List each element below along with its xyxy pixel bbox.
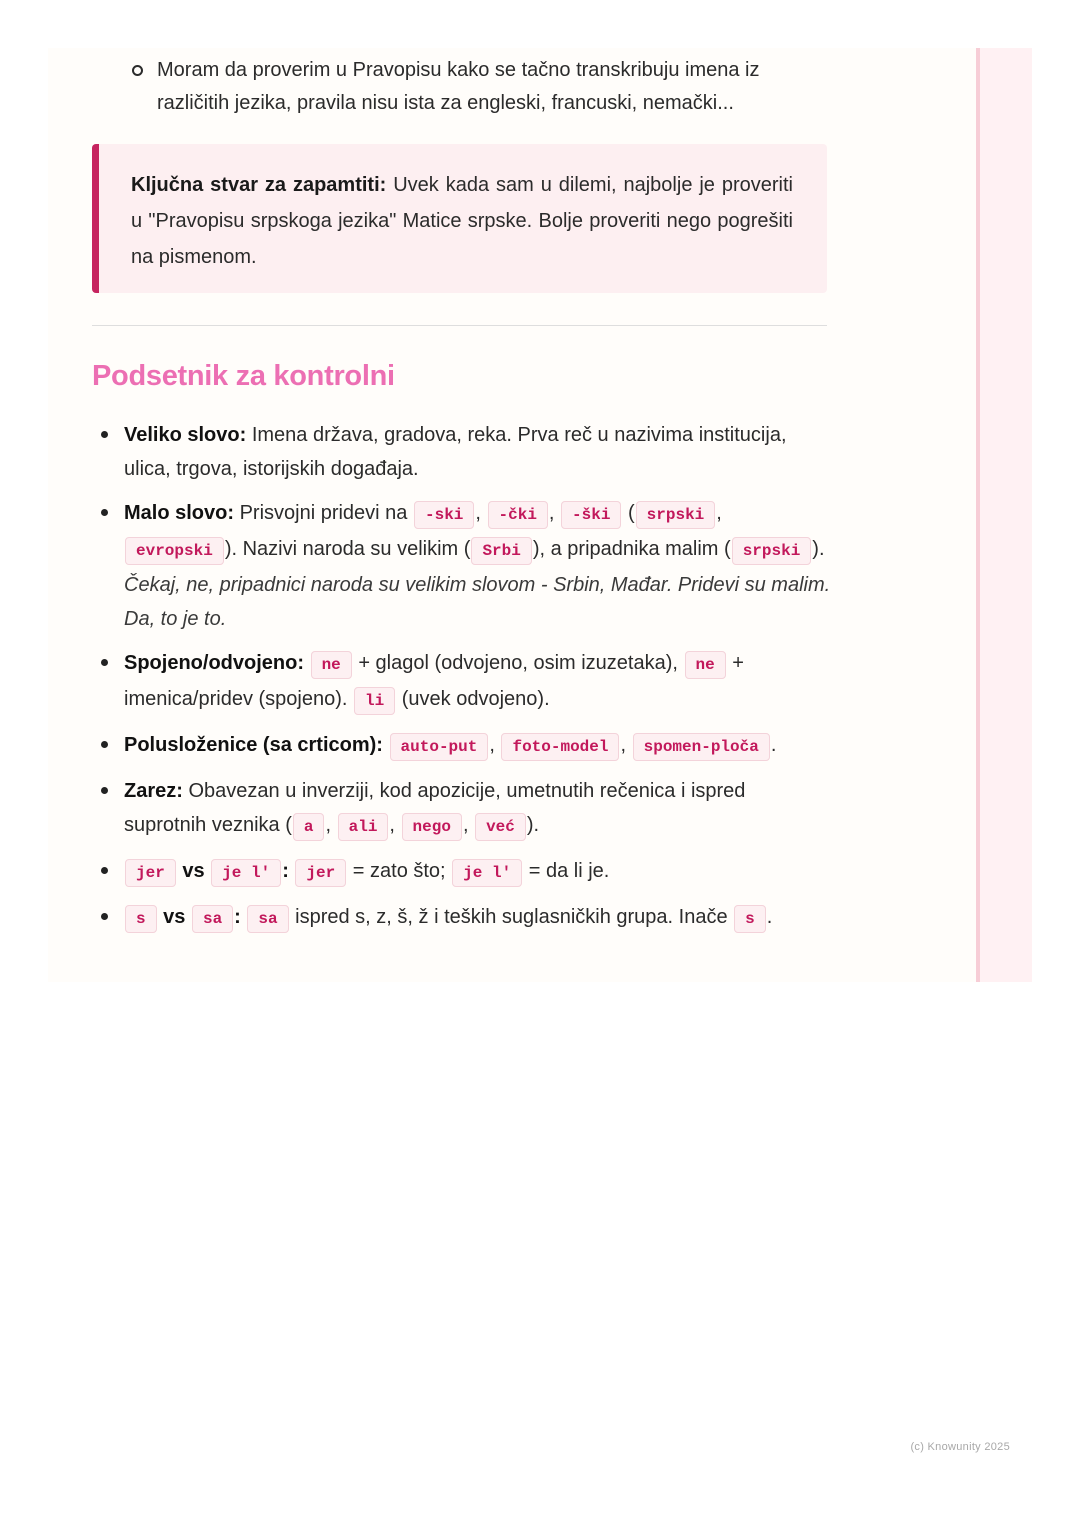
list-item-s-sa: s vs sa : sa ispred s, z, š, ž i teških suglasničkih grupa. Inače s . — [92, 900, 832, 936]
code-tag: sa — [192, 905, 233, 933]
divider — [92, 325, 827, 326]
copyright-footer: (c) Knowunity 2025 — [910, 1441, 1010, 1453]
code-tag: nego — [402, 813, 462, 841]
code-tag: foto-model — [501, 733, 619, 761]
sub-list — [132, 54, 812, 120]
sub-list-item: Moram da proverim u Pravopisu kako se tačno transkribuju imena iz različitih jezika, pravila nisu ista za engleski, francuski, nemački... — [132, 54, 812, 120]
code-tag: sa — [247, 905, 288, 933]
list-item-zarez: Zarez: Obavezan u inverziji, kod apozicije, umetnutih rečenica i ispred suprotnih veznika ( a , ali , nego , već ). — [92, 774, 832, 844]
code-tag: -ški — [561, 501, 621, 529]
code-tag: -ski — [414, 501, 474, 529]
reminder-list — [92, 418, 832, 946]
italic-note: Čekaj, ne, pripadnici naroda su velikim slovom - Srbin, Mađar. Pridevi su malim. Da, to je to. — [124, 574, 831, 630]
code-tag: ne — [685, 651, 726, 679]
key-callout — [92, 144, 827, 293]
code-tag: već — [475, 813, 526, 841]
code-tag: jer — [125, 859, 176, 887]
code-tag: s — [125, 905, 157, 933]
code-tag: je l' — [452, 859, 522, 887]
code-tag: auto-put — [390, 733, 489, 761]
list-item-spojeno-odvojeno: Spojeno/odvojeno: ne + glagol (odvojeno, osim izuzetaka), ne + imenica/pridev (spojeno). li (uvek odvojeno). — [92, 646, 832, 718]
code-tag: ali — [338, 813, 389, 841]
code-tag: jer — [295, 859, 346, 887]
code-tag: srpski — [636, 501, 716, 529]
side-strip — [976, 48, 1032, 982]
list-item-polusloženice: Polusloženice (sa crticom): auto-put , foto-model , spomen-ploča . — [92, 728, 832, 764]
callout-text: Uvek kada sam u dilemi, najbolje je proveriti u "Pravopisu srpskoga jezika" Matice srpske. Bolje proveriti nego pogrešiti na pismenom. — [131, 174, 793, 268]
code-tag: evropski — [125, 537, 224, 565]
list-item-malo-slovo: Malo slovo: Prisvojni pridevi na -ski , -čki , -ški ( srpski , evropski ). Nazivi naroda su velikim ( Srbi ), a pripadnika malim ( srpski ). Čekaj, ne, pripadnici naroda su velikim slovom - Srbin, Mađar. Pridevi su malim. Da, to je to. — [92, 496, 832, 636]
code-tag: srpski — [732, 537, 812, 565]
callout-label: Ključna stvar za zapamtiti: — [131, 174, 387, 196]
code-tag: Srbi — [471, 537, 531, 565]
code-tag: a — [293, 813, 325, 841]
code-tag: -čki — [488, 501, 548, 529]
code-tag: je l' — [211, 859, 281, 887]
list-item-jer: jer vs je l' : jer = zato što; je l' = da li je. — [92, 854, 832, 890]
list-item-veliko-slovo: Veliko slovo: Imena država, gradova, reka. Prva reč u nazivima institucija, ulica, trgova, istorijskih događaja. — [92, 418, 832, 486]
code-tag: spomen-ploča — [633, 733, 770, 761]
code-tag: ne — [311, 651, 352, 679]
code-tag: li — [354, 687, 395, 715]
code-tag: s — [734, 905, 766, 933]
section-heading: Podsetnik za kontrolni — [92, 360, 395, 392]
